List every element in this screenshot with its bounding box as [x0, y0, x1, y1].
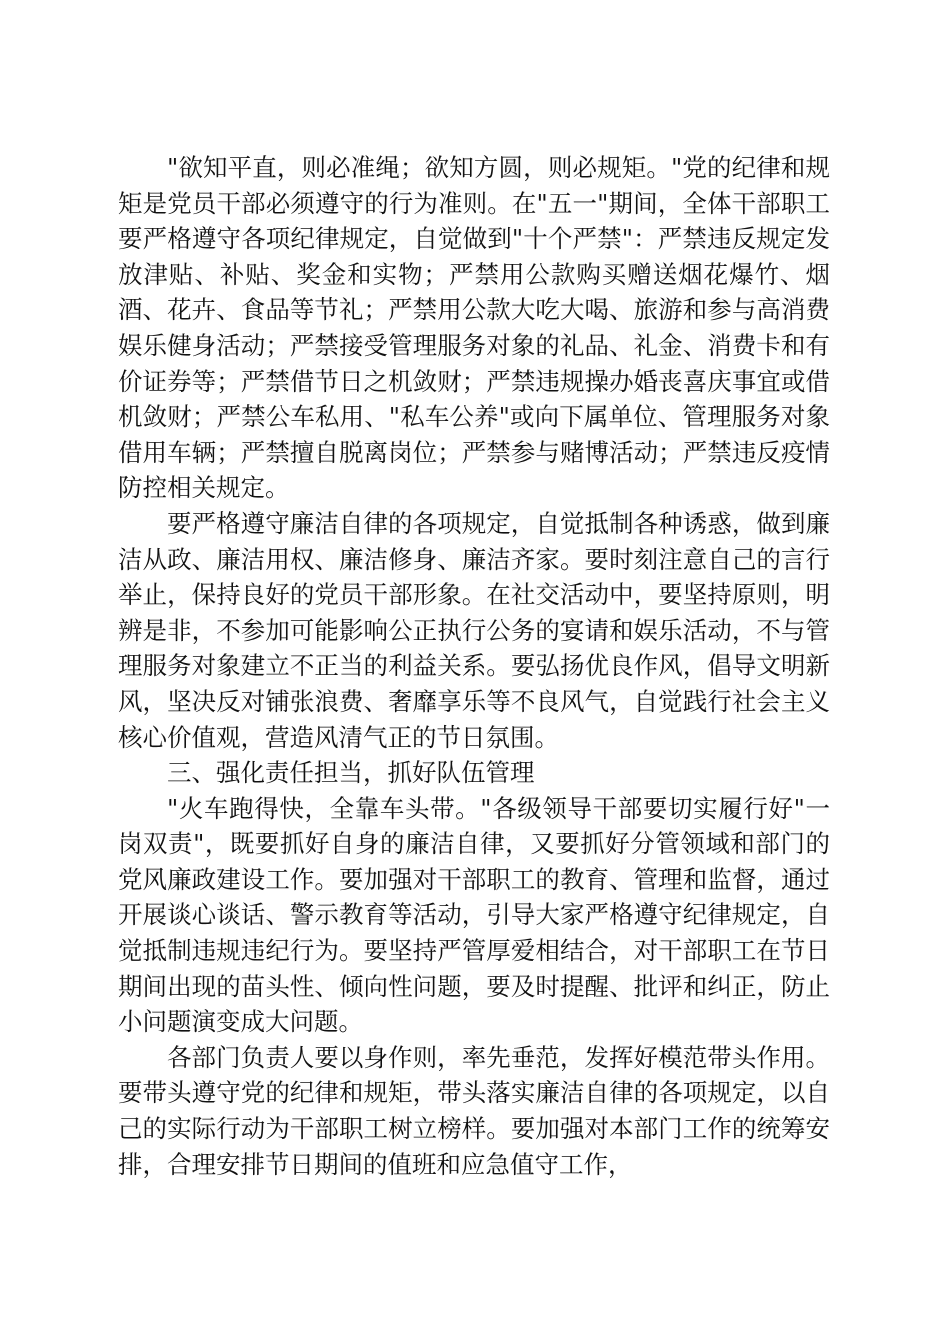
- paragraph-discipline-rules: "欲知平直，则必准绳；欲知方圆，则必规矩。"党的纪律和规矩是党员干部必须遵守的行为准则。在"五一"期间，全体干部职工要严格遵守各项纪律规定，自觉做到"十个严禁"：严禁违反规定发放津贴、补贴、奖金和实物；严禁用公款购买赠送烟花爆竹、烟酒、花卉、食品等节礼；严禁用公款大吃大喝、旅游和参与高消费娱乐健身活动；严禁接受管理服务对象的礼品、礼金、消费卡和有价证券等；严禁借节日之机敛财；严禁违规操办婚丧喜庆事宜或借机敛财；严禁公车私用、"私车公养"或向下属单位、管理服务对象借用车辆；严禁擅自脱离岗位；严禁参与赌博活动；严禁违反疫情防控相关规定。: [118, 153, 830, 503]
- paragraph-integrity: 要严格遵守廉洁自律的各项规定，自觉抵制各种诱惑，做到廉洁从政、廉洁用权、廉洁修身、廉洁齐家。要时刻注意自己的言行举止，保持良好的党员干部形象。在社交活动中，要坚持原则，明辨是非，不参加可能影响公正执行公务的宴请和娱乐活动，不与管理服务对象建立不正当的利益关系。要弘扬优良作风，倡导文明新风，坚决反对铺张浪费、奢靡享乐等不良风气，自觉践行社会主义核心价值观，营造风清气正的节日氛围。: [118, 508, 830, 752]
- document-body: [118, 150, 830, 1182]
- section-heading: 三、强化责任担当，抓好队伍管理: [167, 758, 535, 788]
- paragraph-department-heads: 各部门负责人要以身作则，率先垂范，发挥好模范带头作用。要带头遵守党的纪律和规矩，带头落实廉洁自律的各项规定，以自己的实际行动为干部职工树立榜样。要加强对本部门工作的统筹安排，合理安排节日期间的值班和应急值守工作，: [118, 1042, 830, 1179]
- paragraph-leadership: "火车跑得快，全靠车头带。"各级领导干部要切实履行好"一岗双责"，既要抓好自身的廉洁自律，又要抓好分管领域和部门的党风廉政建设工作。要加强对干部职工的教育、管理和监督，通过开展谈心谈话、警示教育等活动，引导大家严格遵守纪律规定，自觉抵制违规违纪行为。要坚持严管厚爱相结合，对干部职工在节日期间出现的苗头性、倾向性问题，要及时提醒、批评和纠正，防止小问题演变成大问题。: [118, 793, 830, 1037]
